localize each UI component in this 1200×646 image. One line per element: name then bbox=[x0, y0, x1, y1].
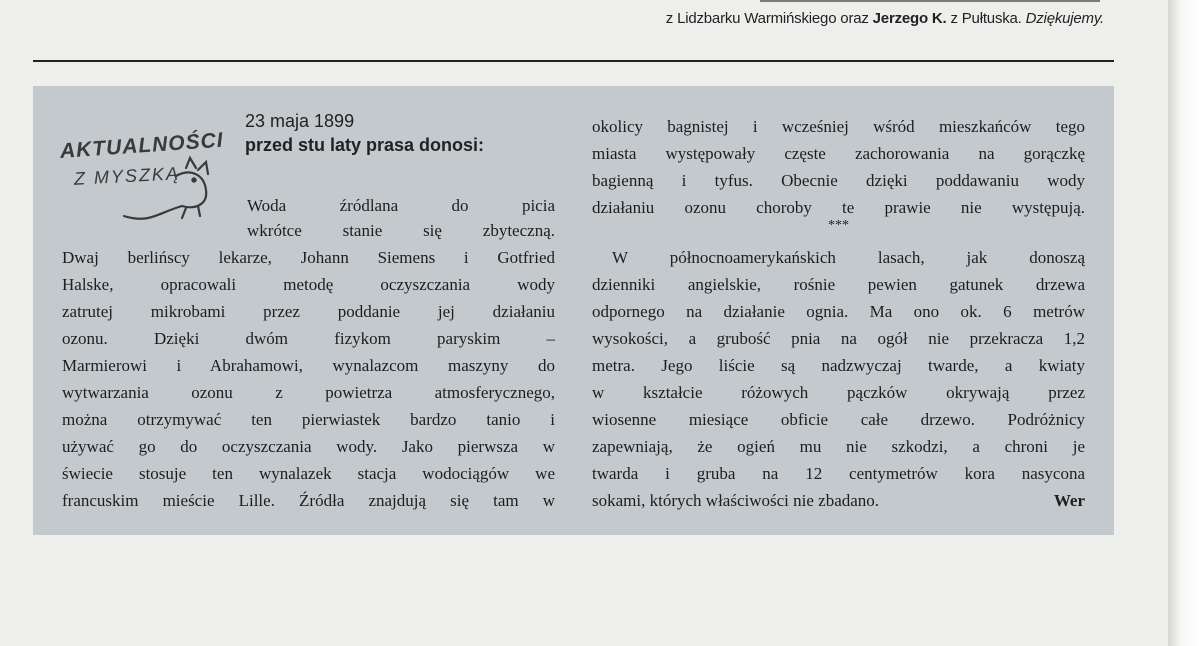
header-date: 23 maja 1899 bbox=[245, 111, 355, 131]
header-title: przed stu laty prasa donosi: bbox=[245, 135, 485, 155]
col1-line: Marmierowi i Abrahamowi, wynalazcom maszyny do bbox=[62, 356, 555, 375]
col2-line: działaniu ozonu choroby te prawie nie występują. bbox=[592, 198, 1085, 217]
col2-line: sokami, których właściwości nie zbadano. bbox=[592, 491, 880, 510]
col1-line: wytwarzania ozonu z powietrza atmosferycznego, bbox=[62, 383, 555, 402]
col1-line: świecie stosuje ten wynalazek stacja wodociągów we bbox=[62, 464, 555, 483]
credit-thanks: Dziękujemy. bbox=[1025, 10, 1104, 27]
col1-line: wkrótce stanie się zbyteczną. bbox=[247, 221, 555, 240]
aktualnosci-logo bbox=[58, 118, 236, 226]
col1-line: Halske, opracowali metodę oczyszczania wody bbox=[62, 275, 555, 294]
col2-line: dzienniki angielskie, rośnie pewien gatunek drzewa bbox=[592, 275, 1085, 294]
credit-name: Jerzego K. bbox=[872, 10, 947, 27]
credit-text-2: z Pułtuska. bbox=[946, 10, 1026, 27]
logo-title: AKTUALNOŚCI bbox=[59, 128, 225, 164]
col2-line: twarda i gruba na 12 centymetrów kora nasycona bbox=[592, 464, 1085, 483]
col1-line: Dwaj berlińscy lekarze, Johann Siemens i Gotfried bbox=[62, 248, 555, 267]
col2-line: metra. Jego liście są nadzwyczaj twarde, a kwiaty bbox=[592, 356, 1085, 375]
col2-line: bagienną i tyfus. Obecnie dzięki poddawaniu wody bbox=[592, 171, 1085, 190]
author-signature: Wer bbox=[1053, 491, 1085, 510]
section-divider bbox=[33, 60, 1114, 62]
credit-line bbox=[0, 10, 1104, 27]
col1-line: Woda źródlana do picia bbox=[247, 196, 555, 215]
col2-line: miasta występowały częste zachorowania na gorączkę bbox=[592, 144, 1085, 163]
clipped-previous-line bbox=[760, 0, 1100, 6]
credit-text-1: z Lidzbarku Warmińskiego oraz bbox=[665, 10, 873, 27]
col1-line: ozonu. Dzięki dwóm fizykom paryskim – bbox=[62, 329, 555, 348]
col2-last-line bbox=[592, 488, 1085, 513]
col1-line: można otrzymywać ten pierwiastek bardzo tanio i bbox=[62, 410, 555, 429]
col1-line: zatrutej mikrobami przez poddanie jej działaniu bbox=[62, 302, 555, 321]
col1-line: używać go do oczyszczania wody. Jako pierwsza w bbox=[62, 437, 555, 456]
col2-line: wysokości, a grubość pnia na ogół nie przekracza 1,2 bbox=[592, 329, 1085, 348]
col2-line: W północnoamerykańskich lasach, jak donoszą bbox=[612, 248, 1085, 267]
page-edge-shadow bbox=[1168, 0, 1200, 646]
col2-line: zapewniają, że ogień mu nie szkodzi, a chroni je bbox=[592, 437, 1085, 456]
separator-stars: *** bbox=[828, 218, 849, 233]
col2-line: odpornego na działanie ognia. Ma ono ok. 6 metrów bbox=[592, 302, 1085, 321]
logo-subtitle: Z MYSZKĄ bbox=[73, 163, 181, 189]
col1-line: francuskim mieście Lille. Źródła znajdują się tam w bbox=[62, 491, 555, 510]
col2-line: wiosenne miesiące obficie całe drzewo. Podróżnicy bbox=[592, 410, 1085, 429]
col2-line: w kształcie różowych pączków okrywają przez bbox=[592, 383, 1085, 402]
col2-line: okolicy bagnistej i wcześniej wśród mieszkańców tego bbox=[592, 117, 1085, 136]
